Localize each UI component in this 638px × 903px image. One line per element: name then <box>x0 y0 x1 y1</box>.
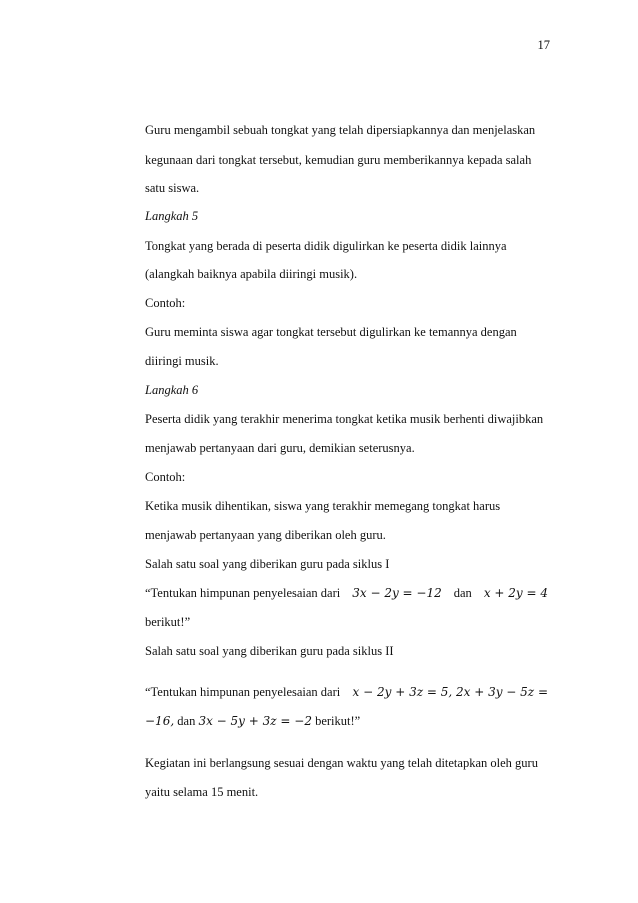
equation-math: x − 2y + 3z = 5, 2x + 3y − 5z = <box>352 685 548 699</box>
equation-math: x + 2y = 4 <box>483 586 548 600</box>
body-line: kegunaan dari tongkat tersebut, kemudian guru memberikannya kepada salah <box>145 153 532 167</box>
body-line: Ketika musik dihentikan, siswa yang terakhir memegang tongkat harus <box>145 499 501 513</box>
body-line: menjawab pertanyaan dari guru, demikian seterusnya. <box>145 441 415 455</box>
equation-line-2 <box>145 684 548 700</box>
body-line: Contoh: <box>145 470 186 484</box>
body-line: satu siswa. <box>145 181 200 195</box>
equation-math: −16, <box>145 714 175 728</box>
equation-connector: dan <box>177 714 196 728</box>
body-line: Guru mengambil sebuah tongkat yang telah dipersiapkannya dan menjelaskan <box>145 123 536 137</box>
page-number: 17 <box>537 38 550 52</box>
body-line: berikut!” <box>145 615 191 629</box>
body-line: Tongkat yang berada di peserta didik digulirkan ke peserta didik lainnya <box>145 239 507 253</box>
body-line: diiringi musik. <box>145 354 219 368</box>
equation-math: 3x − 5y + 3z = −2 <box>198 714 312 728</box>
equation-line-1 <box>145 585 548 601</box>
body-line: Contoh: <box>145 296 186 310</box>
step-heading: Langkah 6 <box>145 383 199 397</box>
body-line: Kegiatan ini berlangsung sesuai dengan waktu yang telah ditetapkan oleh guru <box>145 756 538 770</box>
equation-prefix: “Tentukan himpunan penyelesaian dari <box>145 685 341 699</box>
body-line: Peserta didik yang terakhir menerima tongkat ketika musik berhenti diwajibkan <box>145 412 544 426</box>
equation-suffix: berikut!” <box>315 714 361 728</box>
equation-math: 3x − 2y = −12 <box>352 586 442 600</box>
body-line: yaitu selama 15 menit. <box>145 785 259 799</box>
equation-prefix: “Tentukan himpunan penyelesaian dari <box>145 586 341 600</box>
step-heading: Langkah 5 <box>145 209 199 223</box>
equation-line-3 <box>145 713 548 729</box>
body-line: Salah satu soal yang diberikan guru pada siklus I <box>145 557 390 571</box>
body-line: (alangkah baiknya apabila diiringi musik). <box>145 267 358 281</box>
body-line: Salah satu soal yang diberikan guru pada siklus II <box>145 644 394 658</box>
equation-connector: dan <box>453 586 472 600</box>
body-line: menjawab pertanyaan yang diberikan oleh guru. <box>145 528 386 542</box>
body-line: Guru meminta siswa agar tongkat tersebut digulirkan ke temannya dengan <box>145 325 517 339</box>
